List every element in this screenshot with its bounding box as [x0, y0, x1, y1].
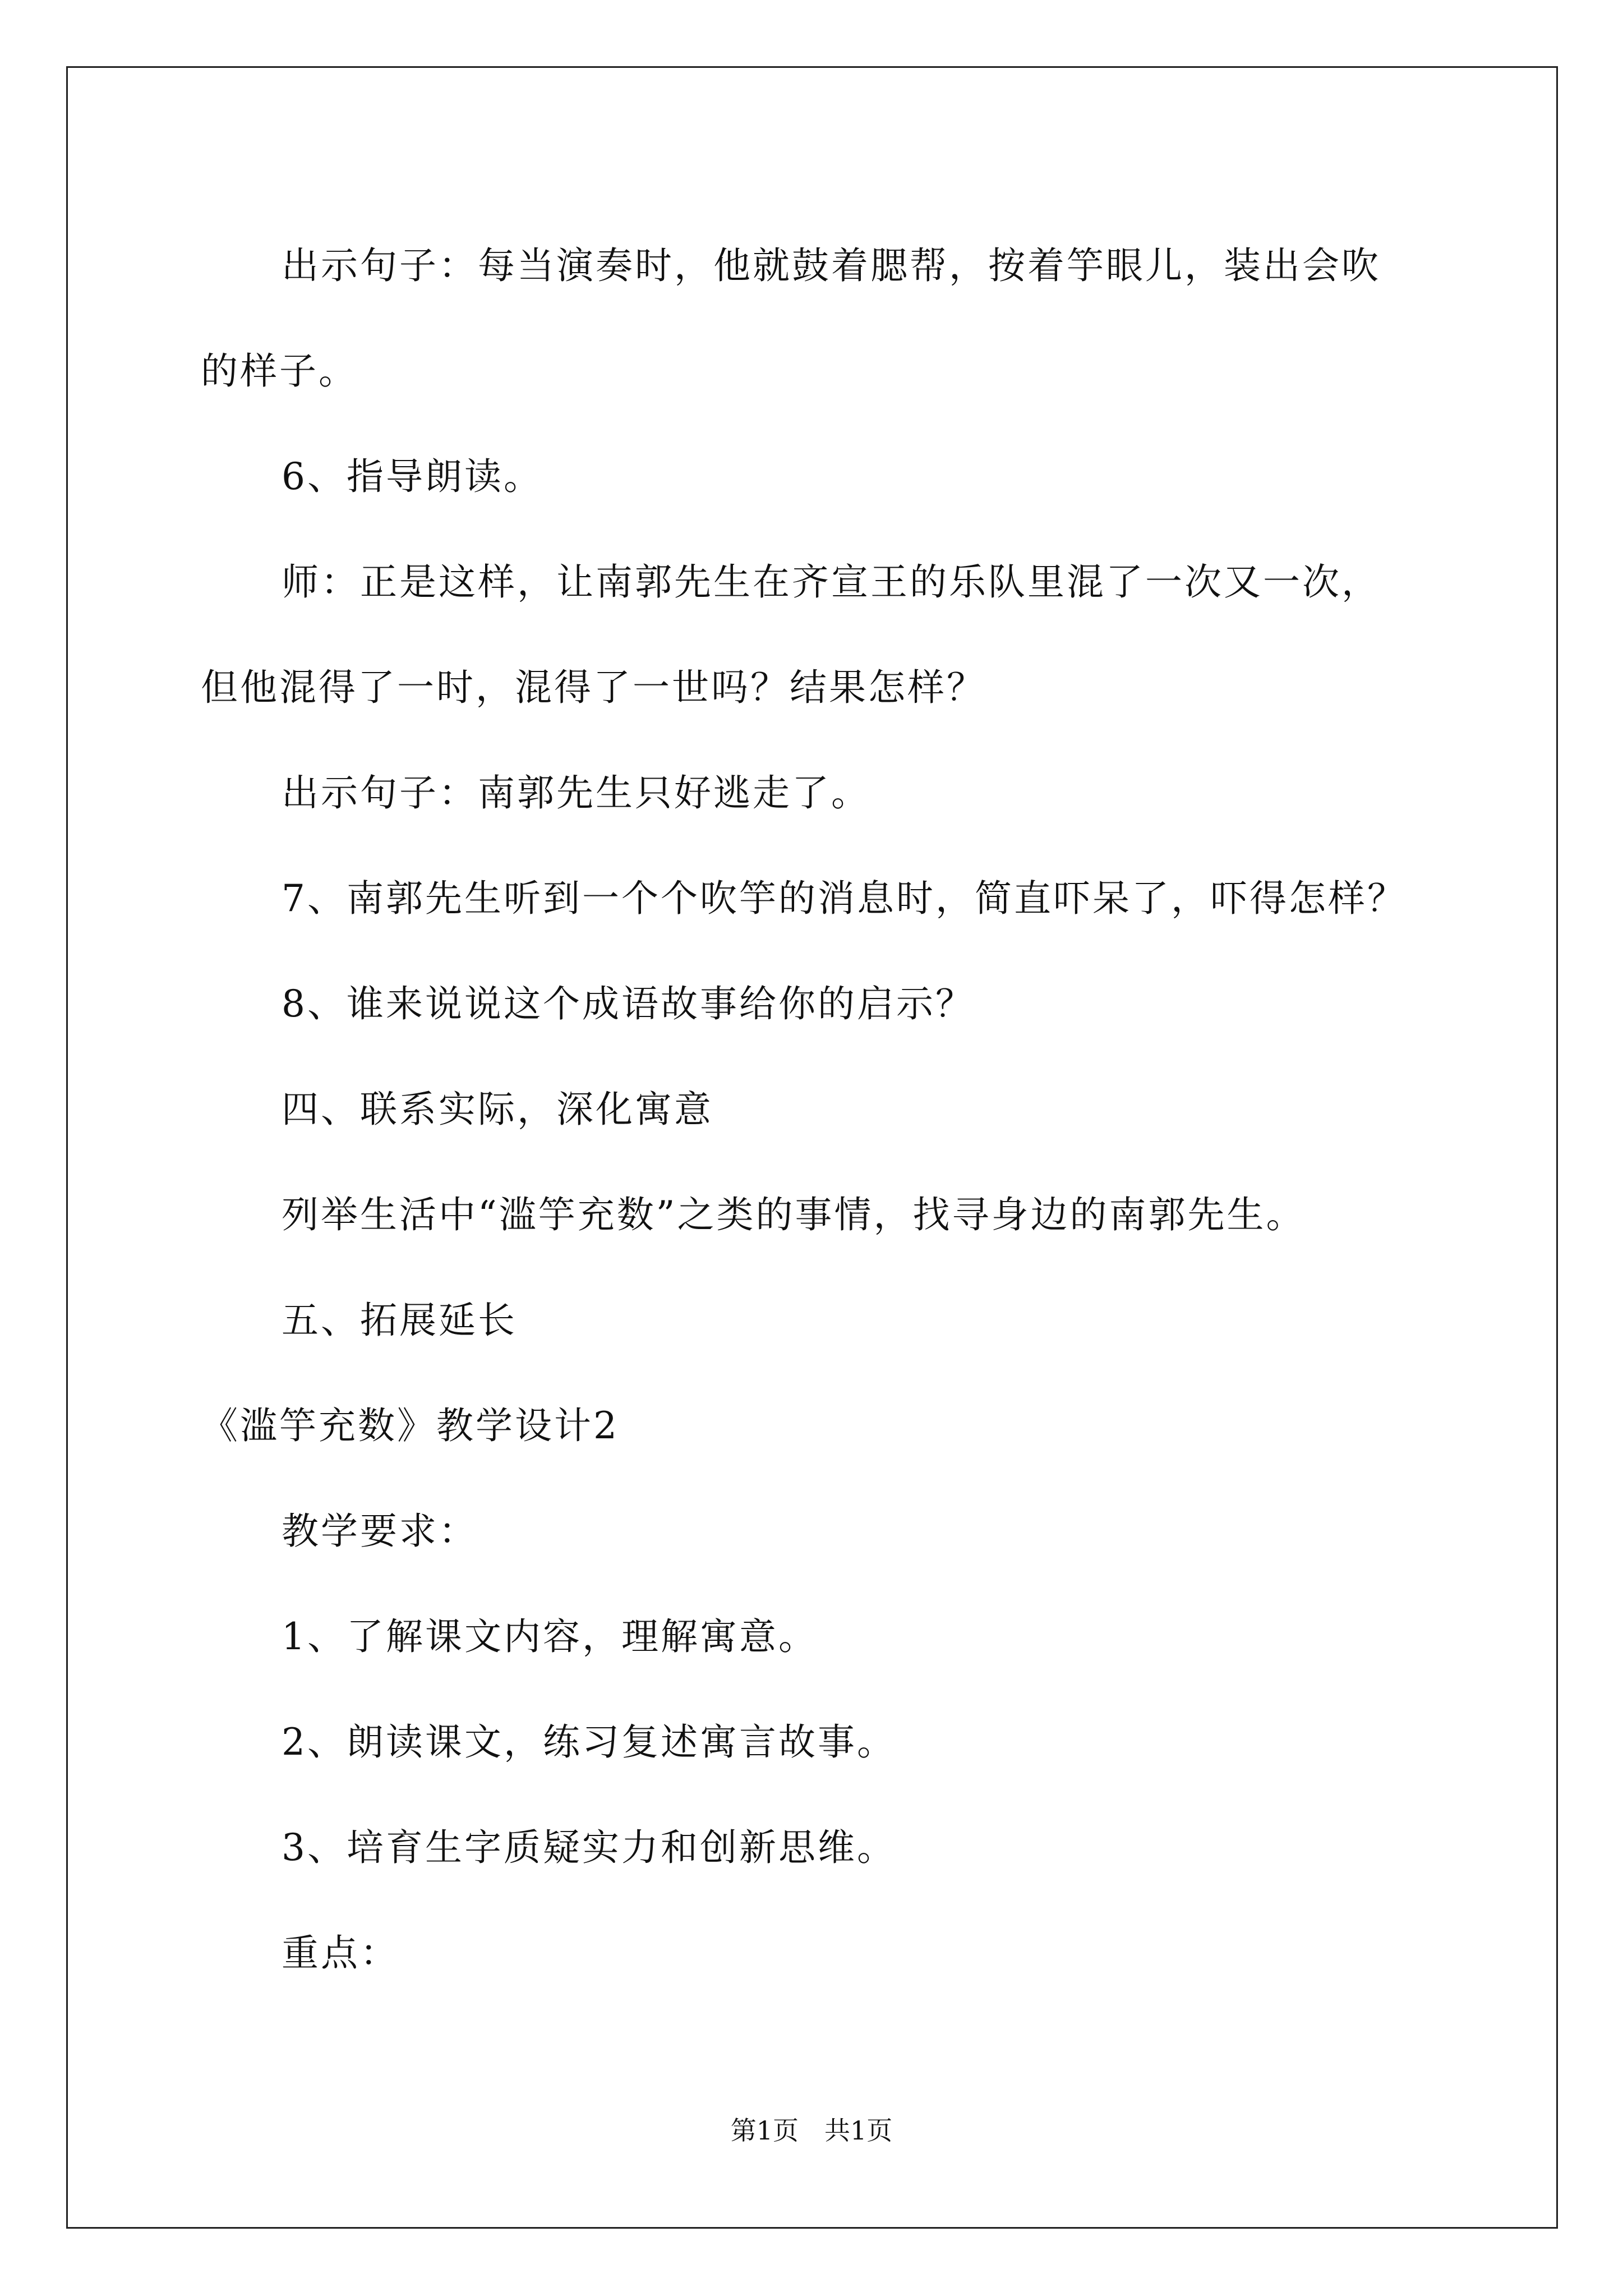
- paragraph-line: 3、培育生字质疑实力和创新思维。: [282, 1826, 896, 1869]
- paragraph-line: 8、谁来说说这个成语故事给你的启示？: [282, 982, 975, 1025]
- paragraph-line: 2、朗读课文，练习复述寓言故事。: [282, 1720, 896, 1764]
- document-body: [201, 213, 1451, 2006]
- paragraph-line: 列举生活中“滥竽充数”之类的事情，找寻身边的南郭先生。: [282, 1193, 1306, 1236]
- paragraph-line: 出示句子：每当演奏时，他就鼓着腮帮，按着竽眼儿，装出会吹: [282, 244, 1381, 287]
- paragraph-line: 出示句子：南郭先生只好逃走了。: [282, 771, 870, 815]
- paragraph-line: 但他混得了一时，混得了一世吗？结果怎样？: [201, 666, 986, 709]
- section-heading: 四、联系实际，深化寓意: [282, 1088, 713, 1131]
- paragraph-line: 7、南郭先生听到一个个吹竽的消息时，简直吓呆了，吓得怎样？: [282, 877, 1407, 920]
- paragraph-line: 的样子。: [201, 349, 358, 393]
- document-title: 《滥竽充数》教学设计2: [201, 1404, 619, 1447]
- section-heading: 重点：: [282, 1931, 399, 1975]
- section-heading: 教学要求：: [282, 1510, 478, 1553]
- section-heading: 五、拓展延长: [282, 1299, 517, 1342]
- paragraph-line: 1、了解课文内容，理解寓意。: [282, 1615, 818, 1658]
- paragraph-line: 师：正是这样，让南郭先生在齐宣王的乐队里混了一次又一次，: [282, 560, 1381, 604]
- paragraph-line: 6、指导朗读。: [282, 455, 543, 498]
- page-number-footer: 第1页 共1页: [730, 2115, 893, 2146]
